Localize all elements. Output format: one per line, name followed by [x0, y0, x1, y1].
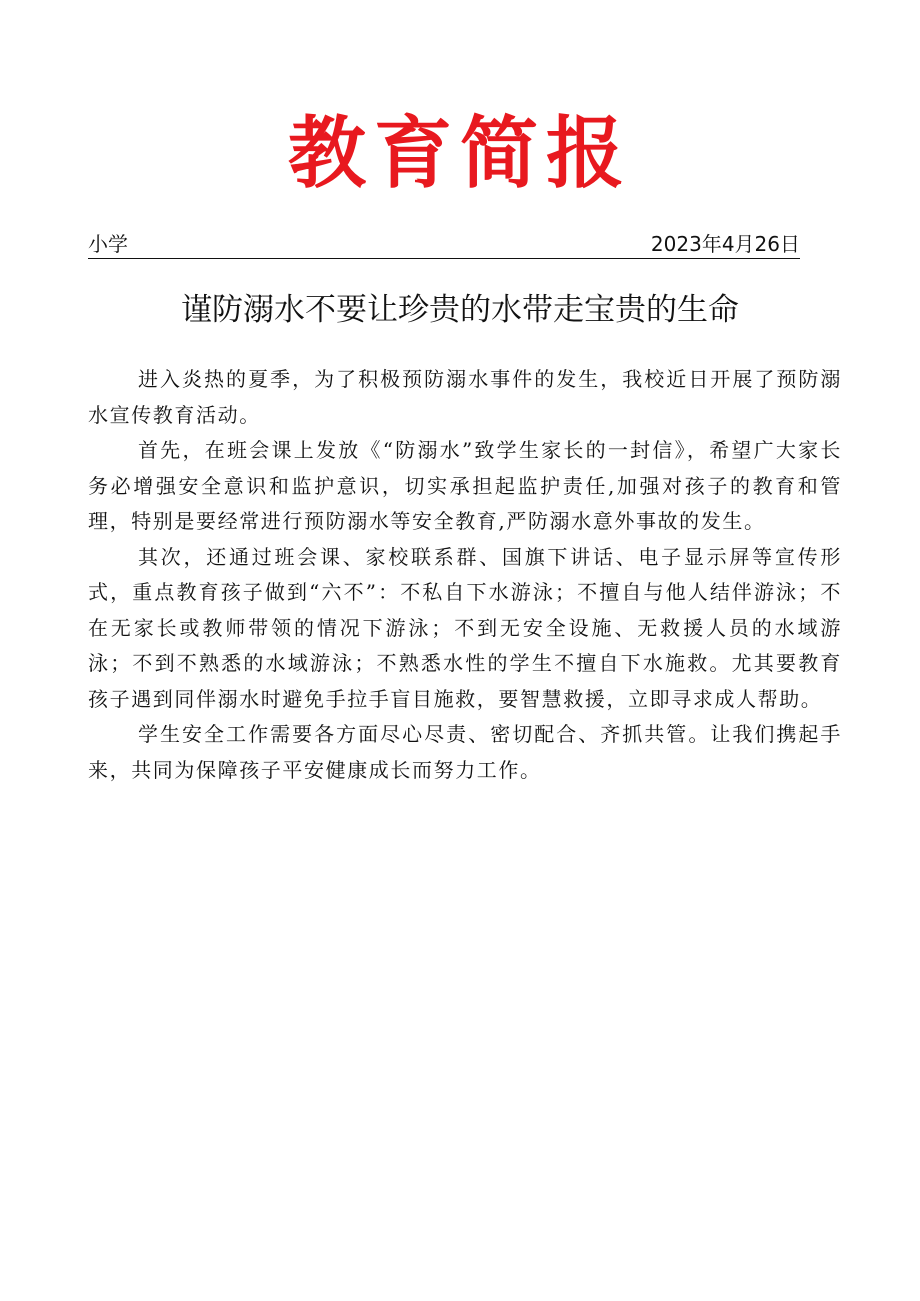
masthead-title: 教育简报 — [287, 108, 632, 199]
paragraph-intro: 进入炎热的夏季，为了积极预防溺水事件的发生，我校近日开展了预防溺水宣传教育活动。 — [88, 367, 842, 427]
paragraph-first-measure: 首先，在班会课上发放《“防溺水”致学生家长的一封信》，希望广大家长务必增强安全意识和监护意识，切实承担起监护责任,加强对孩子的教育和管理，特别是要经常进行预防溺水等安全教育,严防溺水意外事故的发生。 — [88, 438, 842, 533]
paragraph-closing: 学生安全工作需要各方面尽心尽责、密切配合、齐抓共管。让我们携起手来，共同为保障孩子平安健康成长而努力工作。 — [88, 722, 842, 782]
article-headline: 谨防溺水不要让珍贵的水带走宝贵的生命 — [181, 292, 739, 328]
meta-line — [88, 228, 800, 259]
paragraph-second-measure: 其次，还通过班会课、家校联系群、国旗下讲话、电子显示屏等宣传形式，重点教育孩子做到“六不”：不私自下水游泳；不擅自与他人结伴游泳；不在无家长或教师带领的情况下游泳；不到无安全设施、无救援人员的水域游泳；不到不熟悉的水域游泳；不熟悉水性的学生不擅自下水施救。尤其要教育孩子遇到同伴溺水时避免手拉手盲目施救，要智慧救援，立即寻求成人帮助。 — [88, 544, 842, 711]
school-name: 小学 — [88, 232, 128, 256]
article-body — [88, 362, 842, 788]
issue-date: 2023年4月26日 — [650, 232, 800, 256]
